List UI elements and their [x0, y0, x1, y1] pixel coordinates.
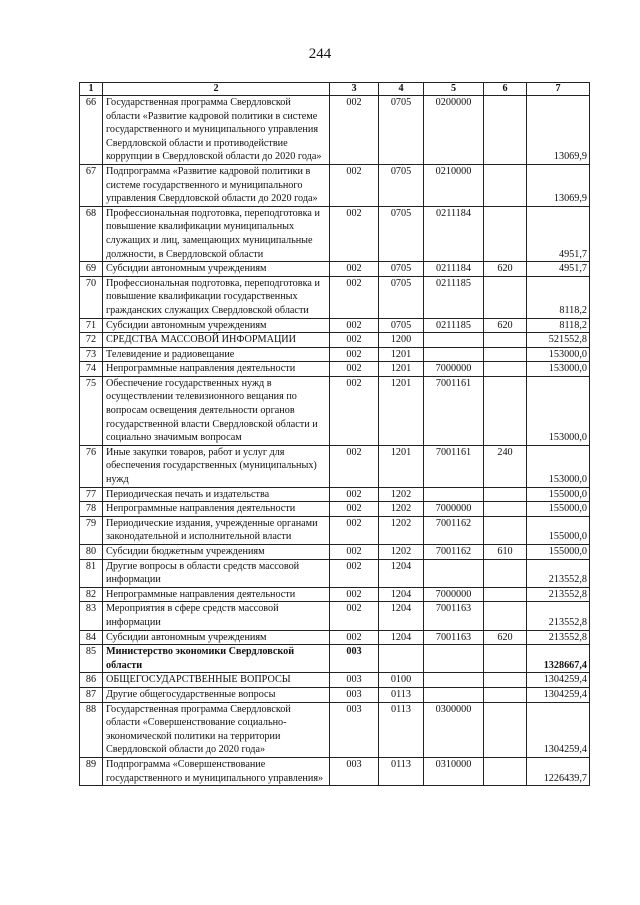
row-code-6 — [484, 757, 527, 785]
row-number: 74 — [80, 362, 103, 377]
row-name: Обеспечение государственных нужд в осуществлении телевизионного вещания по вопросам освещения деятельности органов государственной власти Свердловской области и социально значимым вопросам — [103, 376, 330, 445]
row-number: 77 — [80, 487, 103, 502]
row-code-4: 1204 — [379, 630, 424, 645]
row-code-4: 1201 — [379, 376, 424, 445]
row-number: 75 — [80, 376, 103, 445]
row-code-3: 002 — [330, 262, 379, 277]
row-code-3: 002 — [330, 96, 379, 165]
row-number: 83 — [80, 602, 103, 630]
table-row — [80, 630, 590, 645]
row-sum: 8118,2 — [527, 276, 590, 318]
row-code-3: 003 — [330, 687, 379, 702]
row-code-5: 7000000 — [424, 587, 484, 602]
row-code-6 — [484, 687, 527, 702]
page-number: 244 — [308, 46, 332, 62]
row-code-4: 1202 — [379, 502, 424, 517]
row-code-5: 7000000 — [424, 502, 484, 517]
row-code-3: 002 — [330, 630, 379, 645]
row-code-3: 003 — [330, 673, 379, 688]
row-name: Подпрограмма «Развитие кадровой политики в системе государственного и муниципального управления Свердловской области до 2020 года» — [103, 164, 330, 206]
row-name: Иные закупки товаров, работ и услуг для обеспечения государственных (муниципальных) нужд — [103, 445, 330, 487]
row-code-6 — [484, 559, 527, 587]
row-sum: 521552,8 — [527, 333, 590, 348]
row-code-6: 610 — [484, 545, 527, 560]
row-name: Субсидии автономным учреждениям — [103, 262, 330, 277]
row-sum: 1304259,4 — [527, 702, 590, 757]
row-number: 88 — [80, 702, 103, 757]
row-number: 80 — [80, 545, 103, 560]
row-code-6 — [484, 587, 527, 602]
row-code-5 — [424, 487, 484, 502]
table-row — [80, 587, 590, 602]
row-code-5 — [424, 673, 484, 688]
row-name: Министерство экономики Свердловской области — [103, 645, 330, 673]
row-name: СРЕДСТВА МАССОВОЙ ИНФОРМАЦИИ — [103, 333, 330, 348]
row-code-3: 002 — [330, 516, 379, 544]
row-sum: 213552,8 — [527, 559, 590, 587]
row-code-5: 7001162 — [424, 516, 484, 544]
row-code-5: 0210000 — [424, 164, 484, 206]
row-sum: 213552,8 — [527, 602, 590, 630]
row-code-3: 002 — [330, 559, 379, 587]
row-number: 85 — [80, 645, 103, 673]
row-sum: 153000,0 — [527, 362, 590, 377]
row-code-6 — [484, 333, 527, 348]
row-code-6: 620 — [484, 262, 527, 277]
row-name: Государственная программа Свердловской области «Развитие кадровой политики в системе государственного и муниципального управления Свердловской области и противодействие коррупции в Свердловской области до 2020 года» — [103, 96, 330, 165]
row-name: Непрограммные направления деятельности — [103, 362, 330, 377]
row-code-4: 1204 — [379, 559, 424, 587]
table-row — [80, 206, 590, 261]
row-code-5: 7001163 — [424, 630, 484, 645]
row-code-5 — [424, 687, 484, 702]
row-code-3: 002 — [330, 502, 379, 517]
row-code-3: 002 — [330, 545, 379, 560]
row-code-3: 002 — [330, 376, 379, 445]
table-row — [80, 347, 590, 362]
row-code-5: 0211185 — [424, 318, 484, 333]
row-sum: 4951,7 — [527, 206, 590, 261]
row-sum: 1328667,4 — [527, 645, 590, 673]
row-code-4: 0113 — [379, 702, 424, 757]
table-row — [80, 164, 590, 206]
row-code-3: 003 — [330, 702, 379, 757]
row-name: Мероприятия в сфере средств массовой информации — [103, 602, 330, 630]
row-sum: 4951,7 — [527, 262, 590, 277]
row-sum: 213552,8 — [527, 587, 590, 602]
table-row — [80, 545, 590, 560]
table-row — [80, 702, 590, 757]
row-number: 73 — [80, 347, 103, 362]
row-code-6 — [484, 347, 527, 362]
row-code-4: 1201 — [379, 445, 424, 487]
row-name: Профессиональная подготовка, переподготовка и повышение квалификации государственных гражданских служащих Свердловской области — [103, 276, 330, 318]
row-code-6 — [484, 702, 527, 757]
header-row — [80, 83, 590, 96]
table-row — [80, 516, 590, 544]
budget-table — [79, 82, 590, 786]
row-sum: 153000,0 — [527, 445, 590, 487]
row-number: 81 — [80, 559, 103, 587]
header-col-6: 6 — [484, 83, 527, 96]
row-code-6 — [484, 673, 527, 688]
row-code-4: 0705 — [379, 318, 424, 333]
row-code-6 — [484, 362, 527, 377]
row-number: 79 — [80, 516, 103, 544]
row-number: 66 — [80, 96, 103, 165]
row-code-5 — [424, 333, 484, 348]
table-row — [80, 487, 590, 502]
table-row — [80, 276, 590, 318]
row-name: Непрограммные направления деятельности — [103, 587, 330, 602]
row-code-5: 7001163 — [424, 602, 484, 630]
row-code-6: 620 — [484, 630, 527, 645]
row-number: 76 — [80, 445, 103, 487]
row-code-6 — [484, 516, 527, 544]
row-number: 84 — [80, 630, 103, 645]
row-code-3: 002 — [330, 602, 379, 630]
row-name: Государственная программа Свердловской области «Совершенствование социально-экономической политики на территории Свердловской области до 2020 года» — [103, 702, 330, 757]
row-code-6 — [484, 502, 527, 517]
row-name: ОБЩЕГОСУДАРСТВЕННЫЕ ВОПРОСЫ — [103, 673, 330, 688]
table-row — [80, 318, 590, 333]
row-code-3: 003 — [330, 757, 379, 785]
row-number: 71 — [80, 318, 103, 333]
table-row — [80, 362, 590, 377]
table-row — [80, 757, 590, 785]
row-sum: 13069,9 — [527, 96, 590, 165]
row-sum: 213552,8 — [527, 630, 590, 645]
row-code-4: 1204 — [379, 587, 424, 602]
row-number: 70 — [80, 276, 103, 318]
row-code-4: 1201 — [379, 362, 424, 377]
row-code-6: 240 — [484, 445, 527, 487]
row-name: Периодическая печать и издательства — [103, 487, 330, 502]
row-code-3: 003 — [330, 645, 379, 673]
row-sum: 153000,0 — [527, 376, 590, 445]
row-code-5: 0300000 — [424, 702, 484, 757]
row-code-3: 002 — [330, 347, 379, 362]
row-code-6: 620 — [484, 318, 527, 333]
row-name: Периодические издания, учрежденные органами законодательной и исполнительной власти — [103, 516, 330, 544]
row-code-4: 1200 — [379, 333, 424, 348]
table-row — [80, 673, 590, 688]
row-sum: 1304259,4 — [527, 687, 590, 702]
row-number: 89 — [80, 757, 103, 785]
row-name: Непрограммные направления деятельности — [103, 502, 330, 517]
row-code-3: 002 — [330, 318, 379, 333]
row-sum: 1226439,7 — [527, 757, 590, 785]
row-number: 86 — [80, 673, 103, 688]
row-name: Другие общегосударственные вопросы — [103, 687, 330, 702]
row-name: Субсидии бюджетным учреждениям — [103, 545, 330, 560]
row-code-4: 0113 — [379, 757, 424, 785]
row-number: 87 — [80, 687, 103, 702]
table-row — [80, 559, 590, 587]
table-row — [80, 96, 590, 165]
row-code-5: 0211185 — [424, 276, 484, 318]
row-code-3: 002 — [330, 276, 379, 318]
row-code-4: 1202 — [379, 487, 424, 502]
row-code-4: 0705 — [379, 276, 424, 318]
header-col-2: 2 — [103, 83, 330, 96]
row-code-4: 0113 — [379, 687, 424, 702]
row-code-5: 0211184 — [424, 206, 484, 261]
row-code-5: 0200000 — [424, 96, 484, 165]
row-sum: 8118,2 — [527, 318, 590, 333]
row-code-4: 0705 — [379, 164, 424, 206]
table-row — [80, 602, 590, 630]
row-code-3: 002 — [330, 206, 379, 261]
row-sum: 155000,0 — [527, 545, 590, 560]
header-col-4: 4 — [379, 83, 424, 96]
table-row — [80, 502, 590, 517]
row-code-4: 1202 — [379, 516, 424, 544]
row-code-6 — [484, 276, 527, 318]
row-sum: 155000,0 — [527, 516, 590, 544]
row-code-3: 002 — [330, 445, 379, 487]
table-row — [80, 376, 590, 445]
row-name: Другие вопросы в области средств массовой информации — [103, 559, 330, 587]
row-code-6 — [484, 645, 527, 673]
row-code-4: 0705 — [379, 262, 424, 277]
header-col-5: 5 — [424, 83, 484, 96]
table-row — [80, 333, 590, 348]
row-code-4: 0100 — [379, 673, 424, 688]
row-code-5 — [424, 559, 484, 587]
row-number: 72 — [80, 333, 103, 348]
row-code-5: 7001162 — [424, 545, 484, 560]
header-col-7: 7 — [527, 83, 590, 96]
row-code-4: 1204 — [379, 602, 424, 630]
row-number: 68 — [80, 206, 103, 261]
row-number: 69 — [80, 262, 103, 277]
row-code-3: 002 — [330, 164, 379, 206]
row-code-4: 0705 — [379, 206, 424, 261]
row-code-6 — [484, 96, 527, 165]
row-code-5: 0211184 — [424, 262, 484, 277]
table-row — [80, 445, 590, 487]
header-col-3: 3 — [330, 83, 379, 96]
row-sum: 153000,0 — [527, 347, 590, 362]
row-number: 82 — [80, 587, 103, 602]
table-body — [80, 96, 590, 786]
table-row — [80, 262, 590, 277]
row-number: 78 — [80, 502, 103, 517]
row-code-4: 0705 — [379, 96, 424, 165]
row-name: Подпрограмма «Совершенствование государственного и муниципального управления» — [103, 757, 330, 785]
table-row — [80, 687, 590, 702]
row-code-6 — [484, 164, 527, 206]
header-col-1: 1 — [80, 83, 103, 96]
row-name: Телевидение и радиовещание — [103, 347, 330, 362]
row-name: Профессиональная подготовка, переподготовка и повышение квалификации муниципальных служащих и лиц, замещающих муниципальные должности, в Свердловской области — [103, 206, 330, 261]
row-code-3: 002 — [330, 487, 379, 502]
row-code-3: 002 — [330, 362, 379, 377]
row-code-3: 002 — [330, 333, 379, 348]
row-code-6 — [484, 487, 527, 502]
row-code-6 — [484, 206, 527, 261]
row-code-6 — [484, 602, 527, 630]
row-sum: 155000,0 — [527, 487, 590, 502]
row-code-5: 7000000 — [424, 362, 484, 377]
row-code-5: 7001161 — [424, 445, 484, 487]
table-row — [80, 645, 590, 673]
row-name: Субсидии автономным учреждениям — [103, 318, 330, 333]
row-code-4 — [379, 645, 424, 673]
row-code-5: 0310000 — [424, 757, 484, 785]
row-sum: 13069,9 — [527, 164, 590, 206]
row-code-5: 7001161 — [424, 376, 484, 445]
row-sum: 1304259,4 — [527, 673, 590, 688]
row-name: Субсидии автономным учреждениям — [103, 630, 330, 645]
row-code-4: 1201 — [379, 347, 424, 362]
row-code-3: 002 — [330, 587, 379, 602]
row-code-6 — [484, 376, 527, 445]
row-code-5 — [424, 347, 484, 362]
row-code-5 — [424, 645, 484, 673]
row-sum: 155000,0 — [527, 502, 590, 517]
row-number: 67 — [80, 164, 103, 206]
row-code-4: 1202 — [379, 545, 424, 560]
